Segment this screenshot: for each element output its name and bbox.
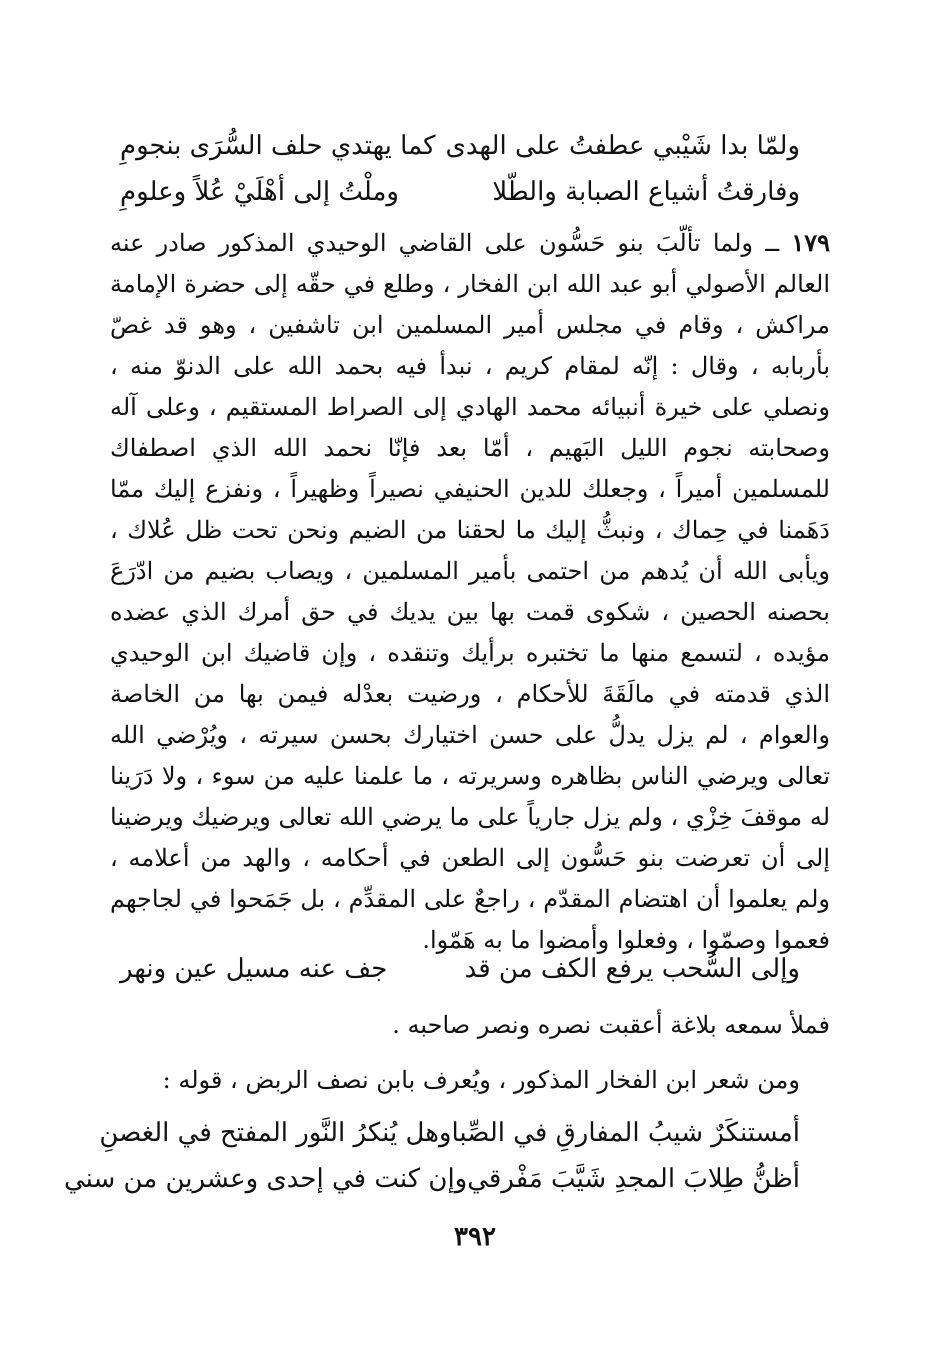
verse-first-hemistich: أمستنكَرٌ شيبُ المفارقِ في الصِّبا <box>451 1118 800 1148</box>
verse-first-hemistich: أظنُّ طِلابَ المجدِ شَيَّبَ مَفْرقي <box>467 1164 800 1194</box>
verse-first-hemistich: ولمّا بدا شَيْبي عطفتُ على الهدى <box>445 131 800 161</box>
entry-number: ١٧٩ <box>791 228 830 257</box>
poem-verses-top <box>120 123 800 215</box>
verse-second-hemistich: كما يهتدي حلف السُّرَى بنجومِ <box>120 131 436 161</box>
verse-second-hemistich: وإن كنت في إحدى وعشرين من سني <box>63 1164 468 1194</box>
entry-dash: ــ <box>765 229 780 257</box>
entry-text: ولما تألّبَ بنو حَسُّون على القاضي الوحيدي المذكور صادر عنه العالم الأصولي أبو عبد الله ابن الفخار ، وطلع في حقّه إلى حضرة الإمامة مراكش ، وقام في مجلس أمير المسلمين ابن تاشفين ، وهو قد غصّ بأربابه ، وقال : إنّه لمقام كريم ، نبدأ فيه بحمد الله على الدنوّ منه ، ونصلي على خيرة أنبيائه محمد الهادي إلى الصراط المستقيم ، وعلى آله وصحابته نجوم الليل البَهيم ، أمّا بعد فإنّا نحمد الله الذي اصطفاك للمسلمين أميراً ، وجعلك للدين الحنيفي نصيراً وظهيراً ، ونفزع إليك ممّا دَهَمنا في حِماك ، ونبثُّ إليك ما لحقنا من الضيم ونحن تحت ظل عُلاك ، ويأبى الله أن يُدهم من احتمى بأمير المسلمين ، ويصاب بضيم من ادّرَعَ بحصنه الحصين ، شكوى قمت بها بين يديك في حق أمرك الذي عضده مؤيده ، لتسمع منها ما تختبره برأيك وتنقده ، وإن قاضيك ابن الوحيدي الذي قدمته في مالَقَةَ للأحكام ، ورضيت بعدْله فيمن بها من الخاصة والعوام ، لم يزل يدلُّ على حسن اختيارك بحسن سيرته ، ويُرْضي الله تعالى ويرضي الناس بظاهره وسريرته ، ما علمنا عليه من سوء ، ولا دَرَينا له موقفَ خِزْي ، ولم يزل جارياً على ما يرضي الله تعالى ويرضيك ويرضينا إلى أن تعرضت بنو حَسُّون إلى الطعن في أحكامه ، والهد من أعلامه ، ولم يعلموا أن اهتضام المقدّم ، راجعٌ على المقدِّم ، بل جَمَحوا في لجاجهم فعموا وصمّوا ، وفعلوا وأمضوا ما به هَمّوا. <box>110 229 831 954</box>
verse-line <box>99 1110 800 1156</box>
poem-verses-bottom <box>63 1110 800 1202</box>
verse-second-hemistich: وهل يُنكرُ النَّور المفتح في الغصنِ <box>99 1118 452 1148</box>
verse-first-hemistich: وإلى السُّحب يرفع الكف من قد <box>464 954 800 984</box>
poem-verse-middle <box>120 946 800 992</box>
closing-line: فملأ سمعه بلاغة أعقبت نصره ونصر صاحبه . <box>392 1011 830 1039</box>
poem-introduction: ومن شعر ابن الفخار المذكور ، ويُعرف بابن نصف الربض ، قوله : <box>162 1066 800 1094</box>
verse-line <box>120 169 800 215</box>
entry-paragraph <box>110 222 830 961</box>
verse-first-hemistich: وفارقتُ أشياع الصبابة والطّلا <box>492 177 800 207</box>
verse-line <box>120 123 800 169</box>
page-number: ٣٩٢ <box>454 1222 496 1252</box>
verse-second-hemistich: وملْتُ إلى أهْلَيْ عُلاً وعلومِ <box>120 177 399 207</box>
verse-second-hemistich: جف عنه مسيل عين ونهر <box>120 954 388 984</box>
verse-line <box>63 1156 800 1202</box>
verse-line <box>120 946 800 992</box>
